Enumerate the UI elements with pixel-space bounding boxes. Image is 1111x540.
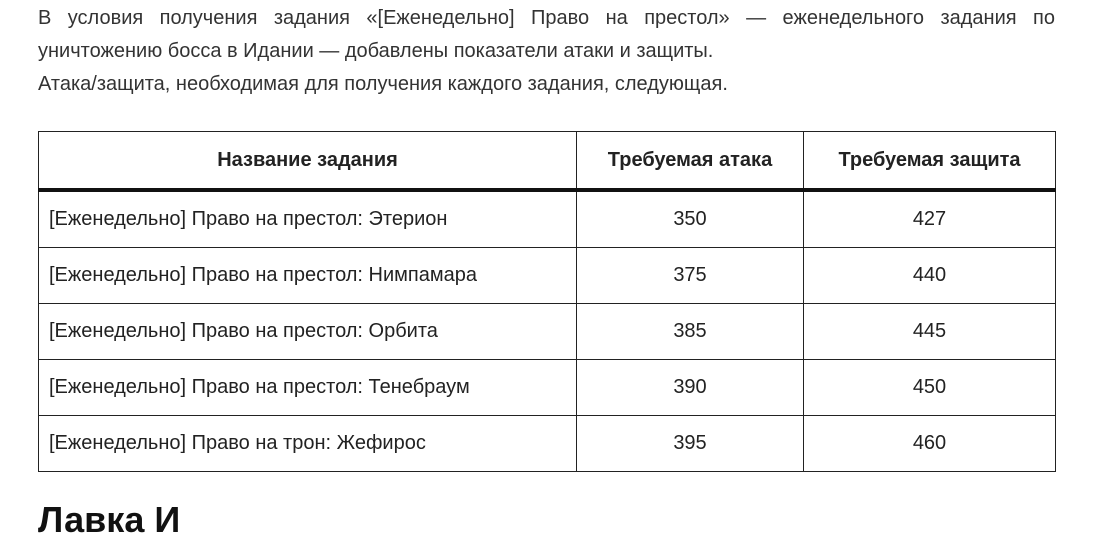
table-row [39, 416, 1056, 472]
table-header-row [39, 132, 1056, 191]
intro-paragraph-2: Атака/защита, необходимая для получения каждого задания, следующая. [38, 73, 728, 95]
header-quest-name: Название задания [39, 132, 577, 191]
defense-cell: 460 [804, 416, 1056, 472]
requirements-table [38, 131, 1056, 472]
header-required-defense: Требуемая защита [804, 132, 1056, 191]
attack-cell: 385 [577, 304, 804, 360]
defense-cell: 440 [804, 248, 1056, 304]
table-row [39, 190, 1056, 248]
quest-name-cell: [Еженедельно] Право на престол: Тенебраум [39, 360, 577, 416]
quest-name-cell: [Еженедельно] Право на престол: Орбита [39, 304, 577, 360]
attack-cell: 390 [577, 360, 804, 416]
header-required-attack: Требуемая атака [577, 132, 804, 191]
table-row [39, 304, 1056, 360]
defense-cell: 450 [804, 360, 1056, 416]
attack-cell: 350 [577, 190, 804, 248]
quest-name-cell: [Еженедельно] Право на престол: Нимпамара [39, 248, 577, 304]
table-row [39, 248, 1056, 304]
attack-cell: 395 [577, 416, 804, 472]
quest-name-cell: [Еженедельно] Право на трон: Жефирос [39, 416, 577, 472]
defense-cell: 427 [804, 190, 1056, 248]
defense-cell: 445 [804, 304, 1056, 360]
next-section-heading: Лавка И [38, 499, 181, 540]
table-row [39, 360, 1056, 416]
intro-paragraph: В условия получения задания «[Еженедельно] Право на престол» — еженедельного задания по уничтожению босса в Идании — добавлены показатели атаки и защиты. [38, 7, 1055, 62]
quest-name-cell: [Еженедельно] Право на престол: Этерион [39, 190, 577, 248]
intro-text [38, 2, 1055, 101]
attack-cell: 375 [577, 248, 804, 304]
